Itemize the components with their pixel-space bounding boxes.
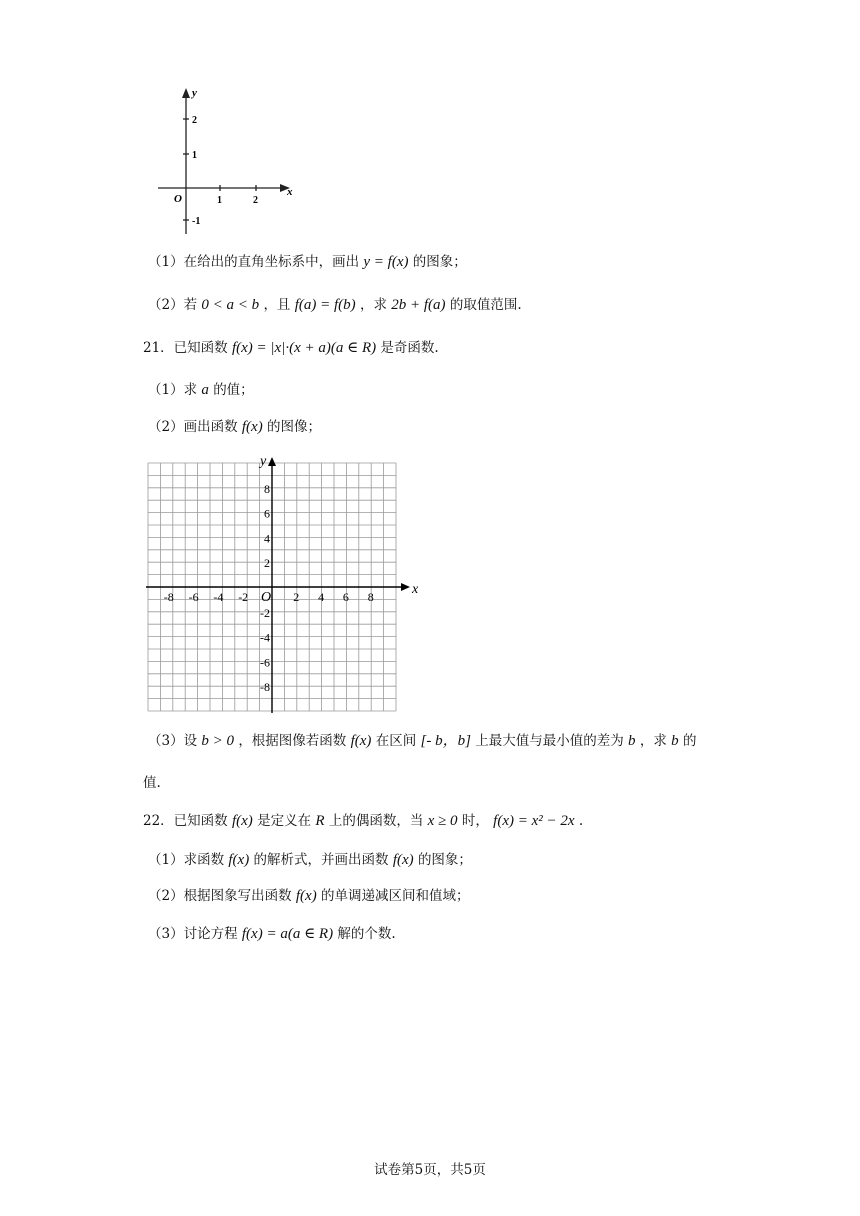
grid-x-label: x bbox=[412, 582, 419, 597]
q20-part2-mid2: ，求 bbox=[359, 297, 387, 313]
q20-part2-math2: f(a) = f(b) bbox=[294, 297, 356, 313]
q22-part1-tail: 的图象； bbox=[417, 852, 472, 868]
grid-x-tick-label: 6 bbox=[342, 590, 349, 604]
q21-part3-f: 的 bbox=[682, 733, 697, 749]
small-axes-x-tick-2: 2 bbox=[253, 195, 258, 206]
q21-part3-d: 上最大值与最小值的差为 bbox=[475, 733, 624, 749]
q21-part2 bbox=[148, 417, 321, 437]
grid-x-tick-label: 2 bbox=[293, 590, 300, 604]
q20-part2-math1: 0 < a < b bbox=[201, 297, 260, 313]
q21-stem bbox=[143, 338, 439, 358]
q21-part1-text: （1）求 bbox=[148, 382, 198, 398]
grid-origin-label: O bbox=[261, 590, 272, 605]
q21-part3-line2: 值. bbox=[143, 775, 161, 791]
q20-part1-math: y = f(x) bbox=[363, 254, 409, 270]
q21-part3-math1: b > 0 bbox=[201, 733, 235, 749]
q22-stem-prefix: 22．已知函数 bbox=[143, 813, 228, 829]
grid-x-tick-label: -2 bbox=[238, 590, 249, 604]
q22-part2 bbox=[148, 886, 470, 906]
q22-stem-mid3: 时， bbox=[461, 813, 489, 829]
q22-part2-math: f(x) bbox=[295, 888, 317, 904]
q20-part2-text: （2）若 bbox=[148, 297, 198, 313]
q21-part2-math: f(x) bbox=[241, 419, 263, 435]
grid-y-arrow bbox=[268, 457, 276, 466]
small-axes-figure bbox=[150, 82, 300, 242]
q22-part3 bbox=[148, 924, 396, 944]
q21-part3-c: 在区间 bbox=[375, 733, 417, 749]
q22-stem-math4: f(x) = x² − 2x bbox=[493, 813, 575, 829]
q22-part3-tail: 解的个数. bbox=[337, 926, 396, 942]
q21-part3-math2: f(x) bbox=[350, 733, 372, 749]
small-axes-y-tick-1: 1 bbox=[192, 150, 197, 161]
grid-x-tick-label: -6 bbox=[188, 590, 199, 604]
grid-y-label: y bbox=[260, 454, 267, 469]
q22-stem-math1: f(x) bbox=[231, 813, 253, 829]
q21-part1 bbox=[148, 380, 254, 400]
page-footer: 试卷第5页，共5页 bbox=[374, 1162, 486, 1178]
q21-part1-tail: 的值； bbox=[213, 382, 254, 398]
q20-part1 bbox=[148, 252, 467, 272]
q22-stem-mid2: 上的偶函数，当 bbox=[328, 813, 424, 829]
q22-stem bbox=[143, 811, 583, 831]
q21-part3-math4: b bbox=[628, 733, 636, 749]
q21-part2-text: （2）画出函数 bbox=[148, 419, 238, 435]
small-axes-x-tick-1: 1 bbox=[217, 195, 222, 206]
q22-part1-text: （1）求函数 bbox=[148, 852, 225, 868]
q20-part1-tail: 的图象； bbox=[412, 254, 467, 270]
q22-part1-mid: 的解析式，并画出函数 bbox=[253, 852, 389, 868]
q22-part2-text: （2）根据图象写出函数 bbox=[148, 888, 292, 904]
small-axes-y-label: y bbox=[192, 87, 197, 99]
grid-x-tick-label: -4 bbox=[213, 590, 224, 604]
q21-part3-math5: b bbox=[671, 733, 679, 749]
grid-y-tick-label: -8 bbox=[260, 680, 270, 695]
q21-part1-math: a bbox=[201, 382, 209, 398]
q21-part3 bbox=[148, 731, 696, 751]
small-axes-origin: O bbox=[174, 193, 182, 205]
q22-part1-math2: f(x) bbox=[392, 852, 414, 868]
q22-stem-mid: 是定义在 bbox=[257, 813, 312, 829]
q22-part1-math1: f(x) bbox=[228, 852, 250, 868]
q22-part3-text: （3）讨论方程 bbox=[148, 926, 238, 942]
q21-stem-tail: 是奇函数. bbox=[380, 340, 439, 356]
q21-part3-e: ，求 bbox=[639, 733, 667, 749]
q22-part2-tail: 的单调递减区间和值域； bbox=[321, 888, 470, 904]
q21-part3-b: ，根据图像若函数 bbox=[238, 733, 347, 749]
q22-part3-math: f(x) = a(a ∈ R) bbox=[241, 926, 334, 942]
small-axes-x-label: x bbox=[287, 186, 293, 198]
q21-part2-tail: 的图像； bbox=[267, 419, 322, 435]
q22-stem-math3: x ≥ 0 bbox=[427, 813, 458, 829]
q22-part1 bbox=[148, 850, 472, 870]
grid-y-tick-label: -6 bbox=[260, 655, 270, 670]
grid-x-tick-label: 8 bbox=[367, 590, 374, 604]
q20-part1-text: （1）在给出的直角坐标系中，画出 bbox=[148, 254, 360, 270]
grid-y-tick-label: 4 bbox=[264, 531, 270, 546]
q21-part3-a: （3）设 bbox=[148, 733, 198, 749]
grid-y-tick-label: -2 bbox=[260, 605, 270, 620]
small-axes-y-tick-2: 2 bbox=[192, 115, 197, 126]
grid-figure bbox=[145, 454, 419, 710]
q20-part2 bbox=[148, 295, 522, 315]
q20-part2-mid: ，且 bbox=[263, 297, 291, 313]
q22-stem-math2: R bbox=[315, 813, 325, 829]
grid-y-tick-label: -4 bbox=[260, 630, 270, 645]
grid-x-tick-label: 4 bbox=[318, 590, 325, 604]
small-axes-y-tick-neg1: -1 bbox=[192, 216, 201, 227]
grid-y-tick-label: 2 bbox=[264, 556, 270, 571]
q21-stem-prefix: 21．已知函数 bbox=[143, 340, 228, 356]
q20-part2-math3: 2b + f(a) bbox=[391, 297, 446, 313]
q21-part3-math3: [- b，b] bbox=[420, 733, 471, 749]
grid-y-tick-label: 6 bbox=[264, 506, 270, 521]
grid-x-tick-label: -8 bbox=[163, 590, 174, 604]
grid-x-arrow bbox=[401, 583, 410, 591]
q21-stem-math: f(x) = |x|·(x + a)(a ∈ R) bbox=[231, 340, 377, 356]
q20-part2-tail: 的取值范围. bbox=[449, 297, 522, 313]
grid-y-tick-label: 8 bbox=[264, 481, 270, 496]
q22-stem-tail: . bbox=[578, 813, 584, 829]
